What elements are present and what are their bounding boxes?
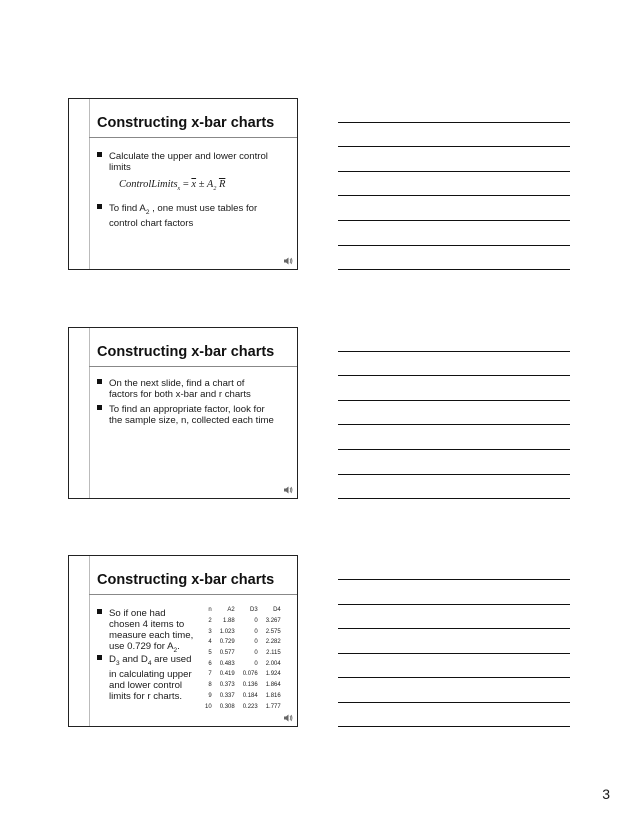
table-cell: 2.115 (266, 650, 281, 657)
table-cell: 3 (208, 628, 212, 635)
bullet-marker (97, 609, 102, 614)
table-cell: 9 (208, 692, 212, 699)
notes-line (338, 449, 570, 450)
table-cell: 7 (208, 671, 212, 678)
table-cell: 0.136 (242, 682, 258, 689)
table-cell: 0.337 (219, 692, 235, 699)
table-cell: 0 (254, 639, 258, 646)
slide-2 (68, 327, 298, 499)
title-divider (89, 137, 297, 138)
slide-margin-line (89, 99, 90, 269)
table-cell: 5 (208, 650, 212, 657)
speaker-icon[interactable] (283, 485, 293, 495)
slide-title: Constructing x-bar charts (97, 115, 275, 131)
header-n: n (208, 607, 212, 614)
table-cell: 0.076 (242, 671, 258, 678)
notes-line (338, 604, 570, 605)
notes-line (338, 498, 570, 499)
table-cell: 2.282 (265, 639, 281, 646)
table-cell: 0.308 (219, 703, 235, 710)
page-number: 3 (602, 786, 610, 802)
speaker-icon[interactable] (283, 256, 293, 266)
table-cell: 3.267 (265, 618, 281, 625)
table-cell: 1.777 (265, 703, 281, 710)
slide-3 (68, 555, 298, 727)
notes-line (338, 677, 570, 678)
table-cell: 0.577 (219, 650, 235, 657)
notes-line (338, 628, 570, 629)
bullet-marker (97, 204, 102, 209)
table-cell: 0.483 (219, 660, 235, 667)
control-limits-formula: ControlLimits$_x$ = $\overline{x} \pm A_2$ $\overline{R}$ (119, 179, 226, 193)
notes-line (338, 245, 570, 246)
table-row (201, 658, 285, 669)
slide-margin-line (89, 556, 90, 726)
table-cell: 8 (208, 682, 212, 689)
notes-line (338, 653, 570, 654)
table-row (201, 701, 285, 712)
table-cell: 1.023 (219, 628, 235, 635)
slide-margin-line (89, 328, 90, 498)
bullet-2: To find an appropriate factor, look for the sample size, n, collected each time (97, 404, 274, 426)
table-row (201, 691, 285, 702)
bullet-1: So if one had chosen 4 items to measure each time, use 0.729 for $A_2$. (97, 608, 193, 656)
table-row (201, 616, 285, 627)
notes-line (338, 400, 570, 401)
header-d4: D4 (273, 607, 281, 614)
table-header-row (201, 605, 285, 616)
bullet-2: $D_3$ and $D_4$ are used in calculating upper and lower control limits for r charts. (97, 654, 192, 702)
table-cell: 0 (254, 650, 258, 657)
table-cell: 2 (208, 618, 212, 625)
notes-line (338, 375, 570, 376)
table-row (201, 669, 285, 680)
title-divider (89, 366, 297, 367)
title-divider (89, 594, 297, 595)
table-row (201, 626, 285, 637)
notes-line (338, 171, 570, 172)
header-d3: D3 (250, 607, 258, 614)
table-cell: 0 (254, 628, 258, 635)
table-cell: 1.864 (265, 682, 281, 689)
slide-1 (68, 98, 298, 270)
notes-line (338, 474, 570, 475)
notes-line (338, 702, 570, 703)
table-cell: 0.223 (242, 703, 258, 710)
notes-line (338, 269, 570, 270)
table-cell: 0 (254, 618, 258, 625)
notes-line (338, 122, 570, 123)
table-row (201, 648, 285, 659)
notes-line (338, 146, 570, 147)
bullet-marker (97, 379, 102, 384)
bullet-marker (97, 655, 102, 660)
control-chart-factors-table (201, 605, 285, 712)
table-cell: 1.816 (265, 692, 281, 699)
bullet-1: On the next slide, find a chart of factors for both x-bar and r charts (97, 378, 251, 400)
notes-line (338, 726, 570, 727)
table-cell: 0.419 (219, 671, 235, 678)
notes-line (338, 351, 570, 352)
table-cell: 1.88 (223, 618, 235, 625)
table-cell: 1.924 (265, 671, 281, 678)
slide-title: Constructing x-bar charts (97, 572, 275, 588)
table-row (201, 637, 285, 648)
notes-line (338, 579, 570, 580)
table-cell: 0 (254, 660, 258, 667)
notes-line (338, 424, 570, 425)
table-cell: 2.004 (265, 660, 281, 667)
table-row (201, 680, 285, 691)
table-cell: 0.184 (242, 692, 258, 699)
table-cell: 10 (205, 703, 212, 710)
bullet-marker (97, 152, 102, 157)
table-cell: 0.373 (219, 682, 235, 689)
speaker-icon[interactable] (283, 713, 293, 723)
bullet-marker (97, 405, 102, 410)
notes-line (338, 195, 570, 196)
bullet-1: Calculate the upper and lower control limits (97, 151, 268, 173)
slide-title: Constructing x-bar charts (97, 344, 275, 360)
notes-line (338, 220, 570, 221)
table-cell: 4 (208, 639, 212, 646)
header-a2: A2 (227, 607, 235, 614)
bullet-2: To find $A_2$ , one must use tables for control chart factors (97, 203, 257, 229)
table-cell: 0.729 (219, 639, 235, 646)
table-cell: 6 (208, 660, 212, 667)
table-cell: 2.575 (265, 628, 281, 635)
